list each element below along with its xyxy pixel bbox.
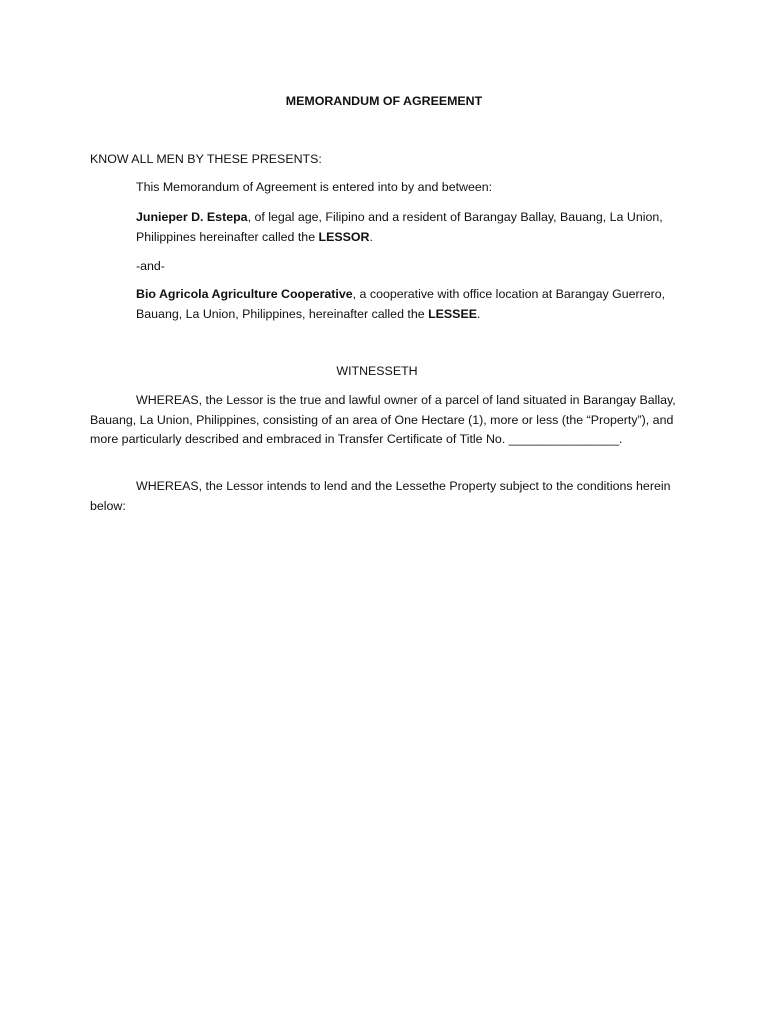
know-all-men-line: KNOW ALL MEN BY THESE PRESENTS: [90, 152, 322, 166]
lessee-role: LESSEE [428, 306, 477, 321]
lessee-description: , a cooperative with office location at Barangay Guerrero, Bauang, La Union, Philippines, hereinafter called the [136, 287, 666, 321]
lessee-name: Bio Agricola Agriculture Cooperative [136, 287, 353, 301]
entered-into-line: This Memorandum of Agreement is entered into by and between: [136, 180, 493, 194]
lessor-end: . [369, 229, 373, 244]
document-title: MEMORANDUM OF AGREEMENT [285, 94, 483, 108]
witnesseth-heading: WITNESSETH [336, 364, 418, 378]
lessor-name: Junieper D. Estepa [136, 210, 248, 224]
lessee-end: . [476, 306, 481, 321]
lessor-role: LESSOR [318, 229, 370, 244]
lessor-paragraph [136, 208, 676, 247]
lessee-paragraph [136, 285, 676, 324]
whereas-paragraph-2: WHEREAS, the Lessor intends to lend and the Lessethe Property subject to the conditions herein below: [90, 479, 671, 513]
and-separator: -and- [136, 259, 165, 273]
lessor-description: , of legal age, Filipino and a resident of Barangay Ballay, Bauang, La Union, Philippines hereinafter called the [136, 210, 663, 244]
whereas-paragraph-1: WHEREAS, the Lessor is the true and lawful owner of a parcel of land situated in Barangay Ballay, Bauang, La Union, Philippines, consisting of an area of One Hectare (1), more or less (the “Property”), and more particularly described and embraced in Transfer Certificate of Title No. ________________. [90, 393, 676, 446]
